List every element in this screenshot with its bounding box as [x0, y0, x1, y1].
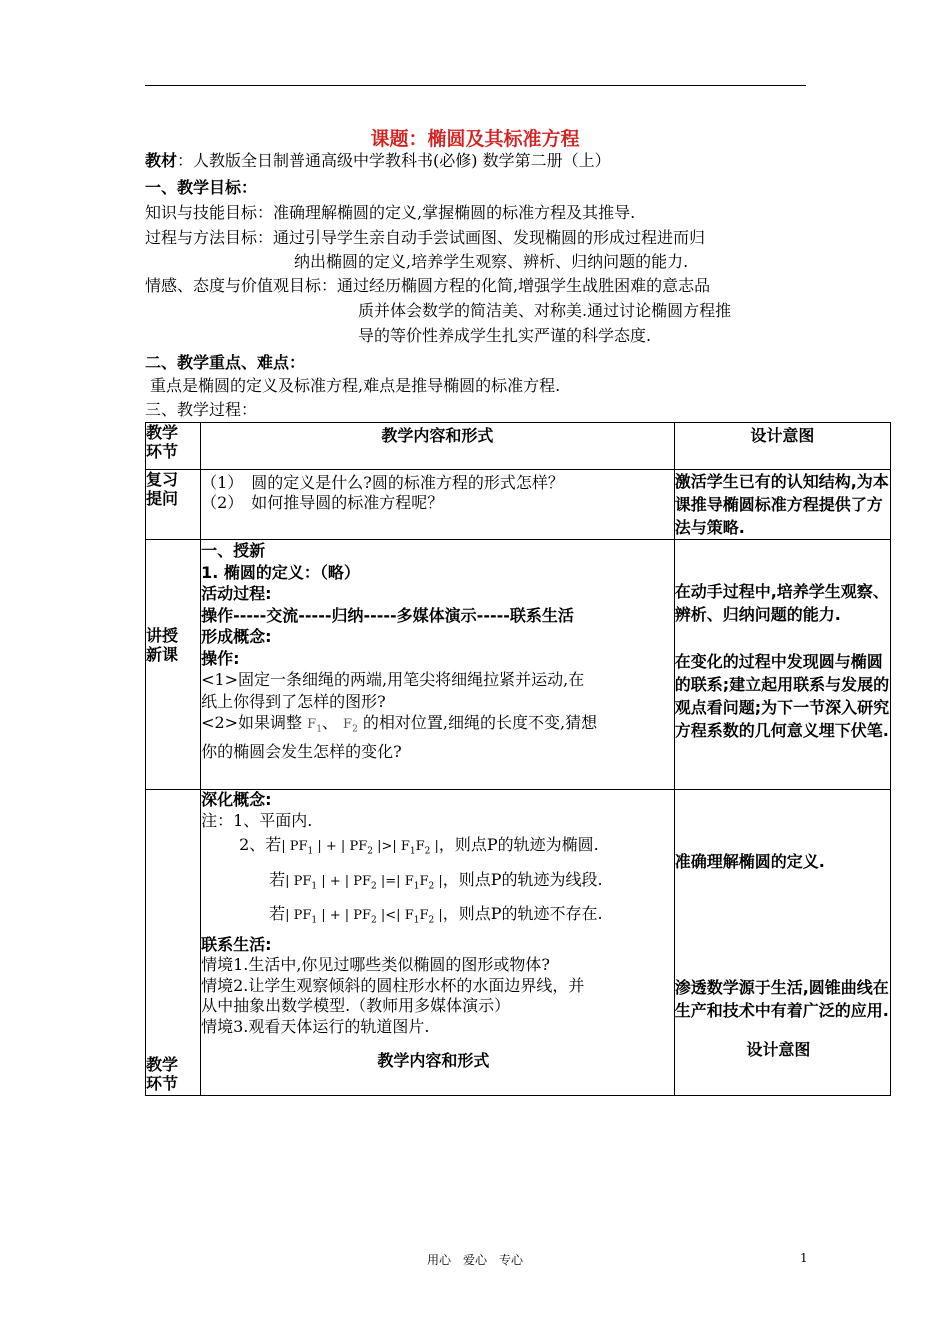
- section3-heading: [145, 399, 257, 421]
- header-intent: 设计意图: [674, 423, 890, 470]
- review-label: [146, 470, 201, 540]
- repeat-intent-header: 设计意图: [746, 1040, 811, 1059]
- table-row-deepen: [146, 790, 891, 1096]
- goal-attitude-cont2: 导的等价性养成学生扎实严谨的科学态度.: [358, 326, 652, 345]
- goal-process-text1: 通过引导学生亲自动手尝试画图、发现椭圆的形成过程进而归: [273, 228, 706, 247]
- review-label-text: 复习提问: [146, 470, 179, 508]
- header-rule: [145, 85, 806, 86]
- textbook-line: [145, 150, 611, 172]
- deepen-line-4b: ，则点P的轨迹为线段.: [442, 869, 603, 889]
- new-line-8: 纸上你得到了怎样的图形?: [201, 691, 386, 711]
- new-line-9: [201, 712, 674, 741]
- deepen-label: [146, 790, 201, 1096]
- table-header-row: [146, 423, 891, 470]
- deepen-line-2: 注：1、平面内.: [201, 810, 313, 830]
- formula-gt: | $PF_1$ | + | $PF_2$ |>| $F_1F_2$ |: [281, 839, 439, 857]
- header-content: 教学内容和形式: [201, 423, 675, 470]
- deepen-line-5: [201, 900, 674, 935]
- new-line-9a: <2>如果调整: [201, 713, 303, 732]
- new-intent-1: 在动手过程中,培养学生观察、辨析、归纳问题的能力.: [674, 582, 889, 624]
- deepen-line-3b: ，则点P的轨迹为椭圆.: [438, 835, 599, 854]
- deepen-line-8: 情境2.让学生观察倾斜的圆柱形水杯的水面边界线，并: [201, 975, 585, 995]
- f1-symbol: $F_1$: [307, 717, 322, 735]
- deepen-line-7: 情境1.生活中,你见过哪些类似椭圆的图形或物体?: [201, 955, 550, 975]
- new-line-7: <1>固定一条细绳的两端,用笔尖将细绳拉紧并运动,在: [201, 670, 585, 689]
- section2-heading: 二、教学重点、难点：: [145, 353, 306, 372]
- deepen-line-4: [201, 866, 674, 901]
- formula-eq: | $PF_1$ | + | $PF_2$ |=| $F_1F_2$ |: [285, 873, 443, 892]
- deepen-line-3: [201, 831, 674, 866]
- new-intent-2: 在变化的过程中发现圆与椭圆的联系;建立起用联系与发展的观点看问题;为下一节深入研究方程系数的几何意义埋下伏笔.: [674, 652, 890, 740]
- header-stage: [146, 423, 201, 470]
- section3-text: 三、教学过程：: [145, 400, 258, 419]
- f2-symbol: $F_2$: [343, 717, 358, 735]
- deepen-content: [201, 790, 675, 1096]
- goal-process-cont: 纳出椭圆的定义,培养学生观察、辨析、归纳问题的能力.: [294, 252, 689, 271]
- new-line-9c: 的相对位置,细绳的长度不变,猜想: [362, 713, 598, 732]
- new-line-2: 1. 椭圆的定义：（略）: [201, 562, 360, 582]
- new-line-10: 你的椭圆会发生怎样的变化?: [201, 742, 402, 762]
- deepen-intent: [674, 790, 890, 1096]
- deepen-line-6: 联系生活:: [201, 934, 272, 954]
- section1-heading: 一、教学目标：: [145, 178, 258, 197]
- new-line-3: 活动过程:: [201, 584, 272, 603]
- formula-lt: | $PF_1$ | + | $PF_2$ |<| $F_1F_2$ |: [285, 908, 443, 926]
- goal-process: [145, 227, 705, 249]
- deepen-line-5a: 若: [269, 904, 286, 924]
- new-label-text: 讲授新课: [146, 625, 179, 664]
- textbook-label: 教材: [145, 151, 178, 170]
- repeat-content-header: 教学内容和形式: [377, 1051, 490, 1071]
- goal-attitude-text1: 通过经历椭圆方程的化简,增强学生战胜困难的意志品: [337, 276, 711, 295]
- page-number: 1: [800, 1251, 808, 1265]
- deepen-line-4a: 若: [269, 869, 286, 889]
- new-line-4: 操作-----交流-----归纳-----多媒体演示-----联系生活: [201, 605, 574, 625]
- new-line-5: 形成概念:: [201, 627, 272, 646]
- goal-attitude-label: 情感、态度与价值观目标：: [145, 276, 338, 295]
- new-line-9b: 、: [321, 713, 338, 732]
- goal-knowledge: [145, 202, 635, 224]
- new-label: [146, 540, 201, 790]
- review-question-1: （1） 圆的定义是什么?圆的标准方程的形式怎样？: [201, 473, 564, 492]
- new-line-6: 操作:: [201, 648, 240, 668]
- deepen-line-9: 从中抽象出数学模型.（教师用多媒体演示）: [201, 996, 511, 1016]
- table-row-new: [146, 540, 891, 790]
- deepen-intent-2: 渗透数学源于生活,圆锥曲线在生产和技术中有着广泛的应用.: [674, 978, 889, 1020]
- goal-process-label: 过程与方法目标：: [145, 228, 274, 247]
- header-stage-text: 教学环节: [146, 423, 179, 461]
- page-title: 课题：椭圆及其标准方程: [370, 128, 580, 150]
- deepen-line-5b: ，则点P的轨迹不存在.: [442, 904, 603, 924]
- new-intent: [674, 540, 890, 790]
- goal-attitude: [145, 275, 710, 297]
- process-table: [145, 422, 891, 1096]
- footer-motto: 用心 爱心 专心: [426, 1253, 523, 1267]
- deepen-line-1: 深化概念:: [201, 790, 272, 809]
- review-content: [201, 470, 675, 540]
- deepen-label-text: 教学环节: [146, 1055, 179, 1093]
- review-question-2: （2） 如何推导圆的标准方程呢？: [201, 493, 444, 512]
- goal-knowledge-label: 知识与技能目标：: [145, 203, 274, 222]
- keypoints-text: 重点是椭圆的定义及标准方程,难点是推导椭圆的标准方程.: [150, 376, 561, 395]
- deepen-intent-1: 准确理解椭圆的定义.: [674, 852, 825, 871]
- deepen-line-10: 情境3.观看天体运行的轨道图片.: [201, 1016, 430, 1036]
- review-intent: 激活学生已有的认知结构,为本课推导椭圆标准方程提供了方法与策略.: [674, 470, 890, 540]
- table-row-review: [146, 470, 891, 540]
- goal-attitude-cont1: 质并体会数学的简洁美、对称美.通过讨论椭圆方程推: [358, 301, 732, 320]
- textbook-value: ：人教版全日制普通高级中学教科书(必修) 数学第二册（上）: [177, 151, 611, 170]
- new-line-1: 一、授新: [201, 541, 266, 560]
- goal-knowledge-text: 准确理解椭圆的定义,掌握椭圆的标准方程及其推导.: [273, 203, 636, 222]
- new-content: [201, 540, 675, 790]
- deepen-line-3a: 2、若: [239, 835, 282, 854]
